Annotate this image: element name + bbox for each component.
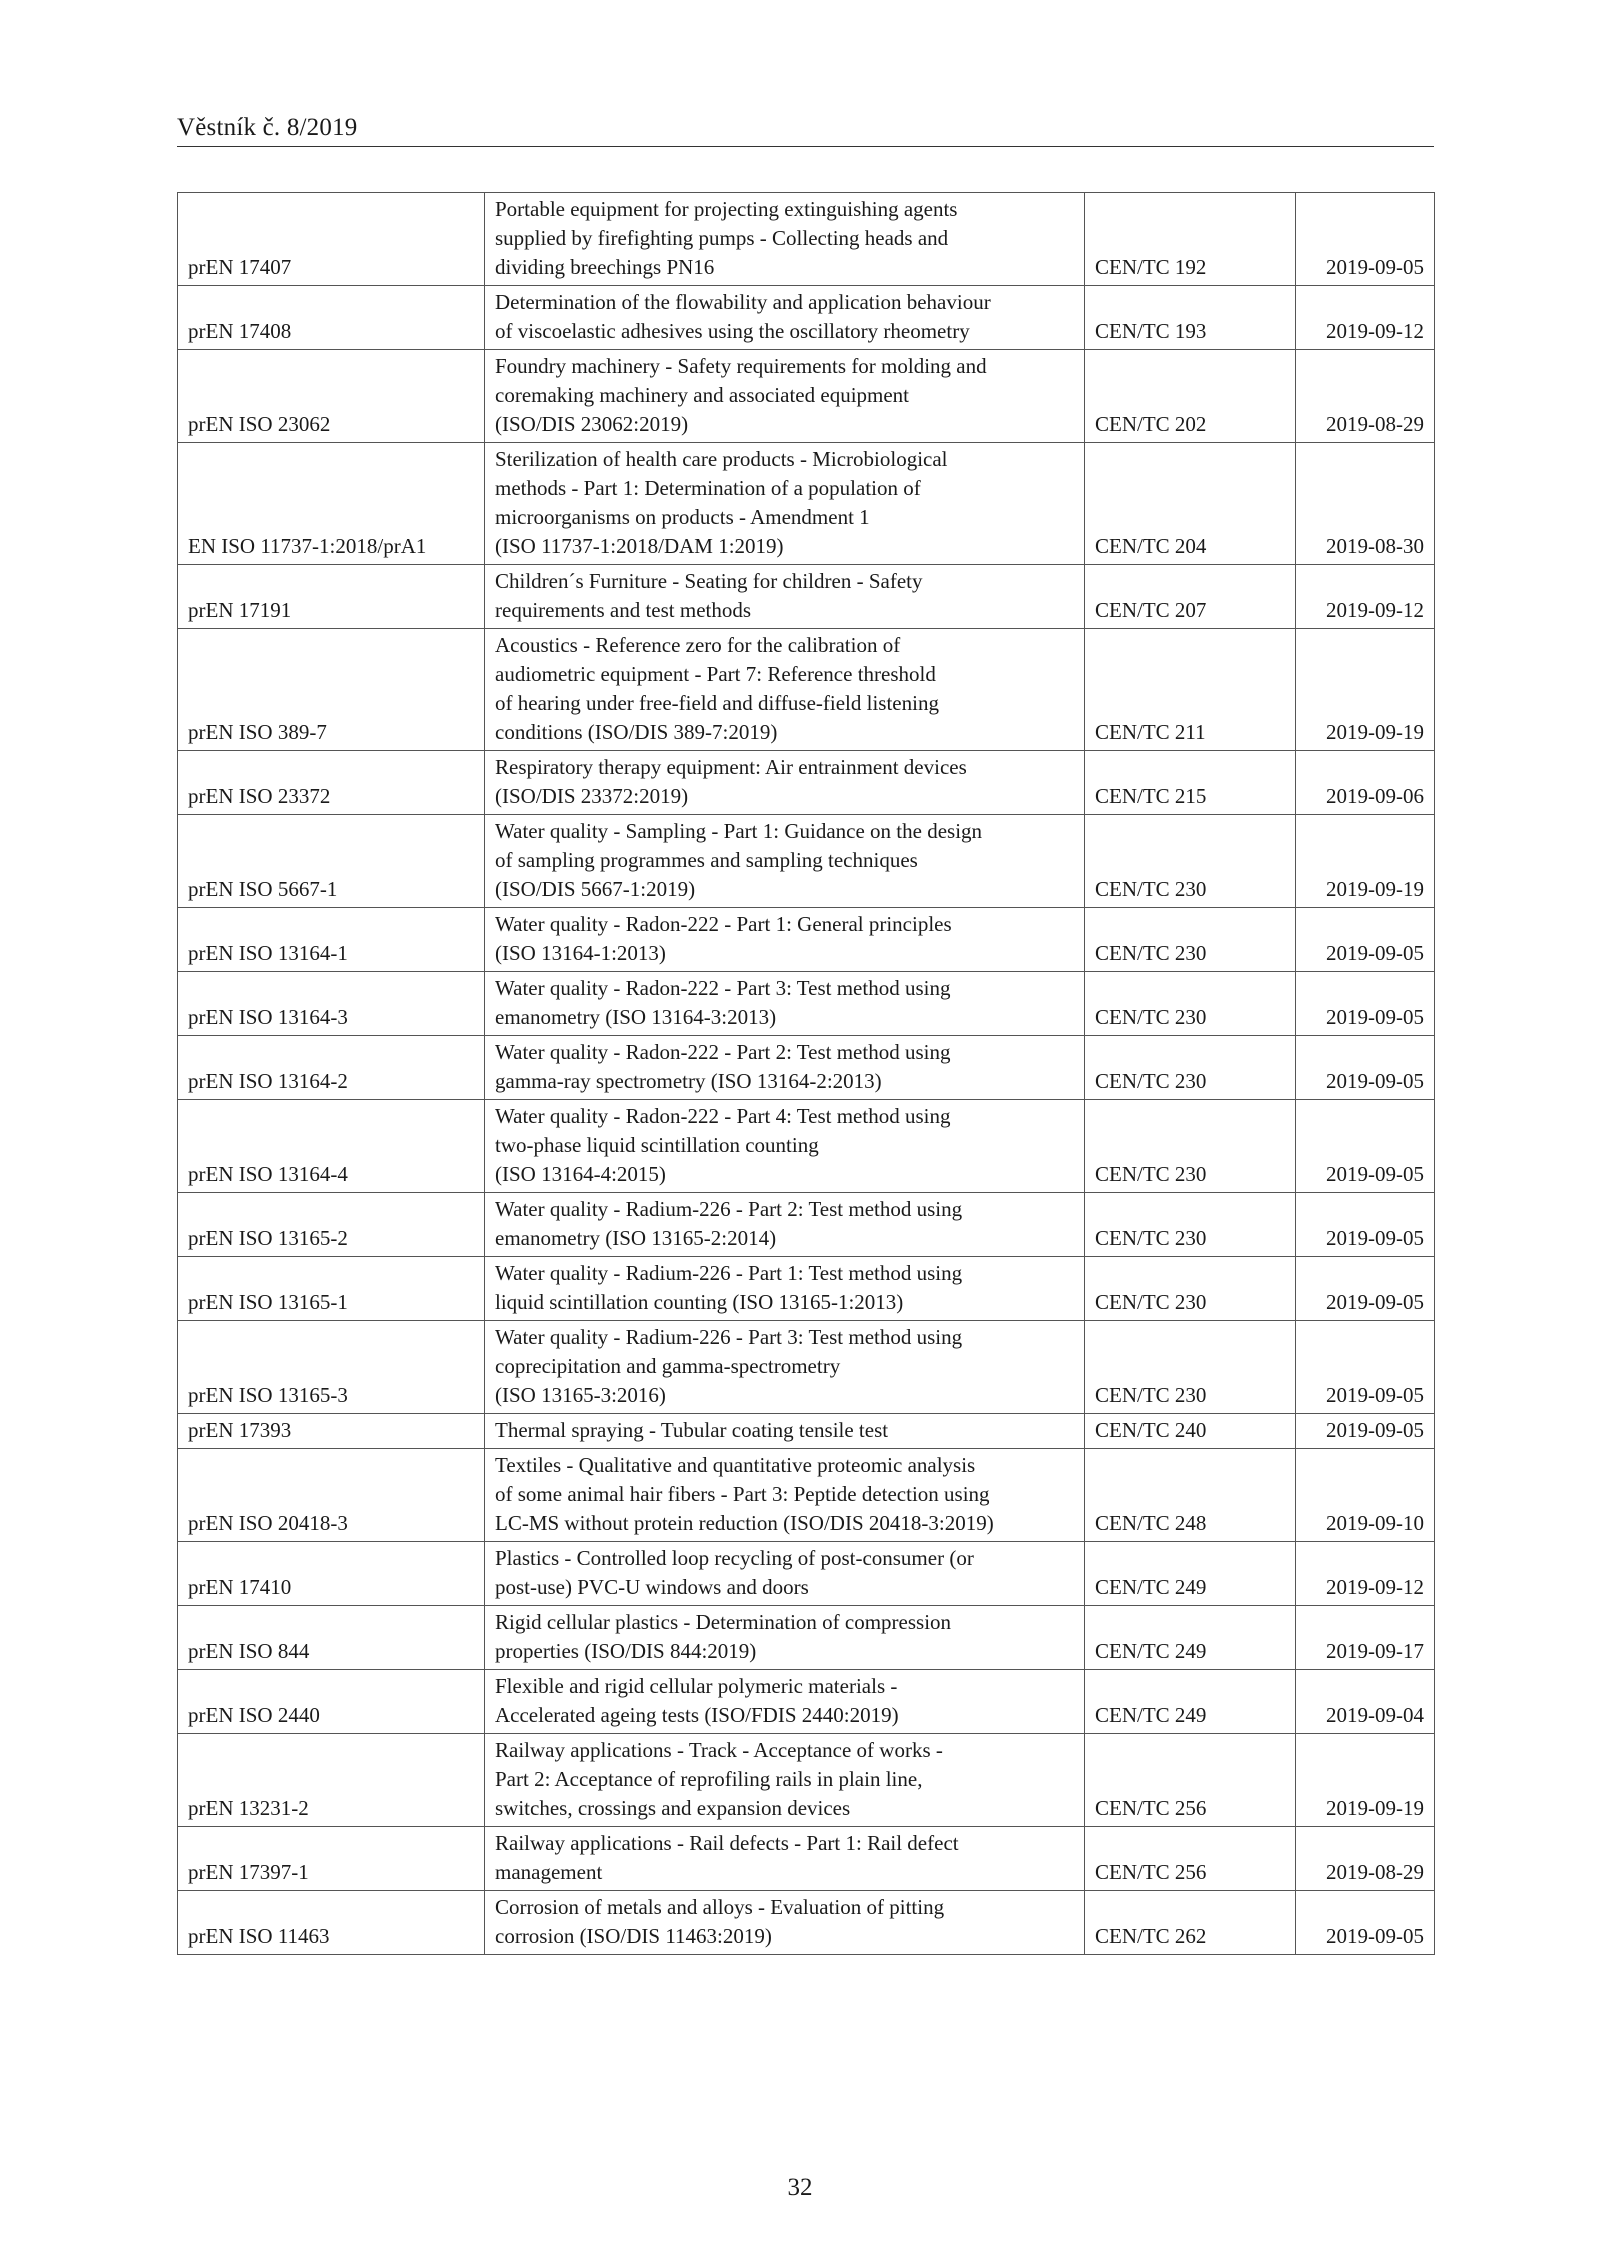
technical-committee-cell [1085,1100,1296,1193]
standard-code-cell [178,629,485,751]
deadline-date-text: 2019-09-06 [1326,784,1424,808]
standard-code-text: prEN ISO 23062 [188,412,331,436]
technical-committee-cell [1085,1542,1296,1606]
technical-committee-text: CEN/TC 230 [1095,1383,1207,1407]
deadline-date-text: 2019-09-05 [1326,1924,1424,1948]
technical-committee-cell [1085,1321,1296,1414]
table-row [178,286,1435,350]
standard-code-text: prEN 17397-1 [188,1860,309,1884]
deadline-date-text: 2019-09-19 [1326,877,1424,901]
standard-code-text: prEN ISO 389-7 [188,720,327,744]
standard-title-text: Flexible and rigid cellular polymeric materials - Accelerated ageing tests (ISO/FDIS 2440:2019) [495,1674,899,1727]
table-row [178,350,1435,443]
deadline-date-cell [1296,286,1435,350]
standard-code-cell [178,1321,485,1414]
standard-title-text: Railway applications - Track - Acceptance of works - Part 2: Acceptance of reprofiling rails in plain line, switches, crossings and expansion devices [495,1738,943,1820]
deadline-date-text: 2019-09-04 [1326,1703,1424,1727]
standard-code-text: prEN ISO 13164-4 [188,1162,348,1186]
standard-code-cell [178,1542,485,1606]
table-row [178,972,1435,1036]
table-row [178,1827,1435,1891]
standard-title-cell [485,286,1085,350]
technical-committee-text: CEN/TC 202 [1095,412,1207,436]
technical-committee-text: CEN/TC 215 [1095,784,1207,808]
standard-title-text: Plastics - Controlled loop recycling of post-consumer (or post-use) PVC-U windows and doors [495,1546,974,1599]
standard-title-cell [485,1100,1085,1193]
deadline-date-text: 2019-08-29 [1326,1860,1424,1884]
standard-code-text: prEN 17191 [188,598,292,622]
deadline-date-text: 2019-09-05 [1326,1418,1424,1442]
standard-code-cell [178,972,485,1036]
standard-title-text: Corrosion of metals and alloys - Evaluation of pitting corrosion (ISO/DIS 11463:2019) [495,1895,945,1948]
standard-code-cell [178,193,485,286]
table-row [178,1257,1435,1321]
technical-committee-cell [1085,1827,1296,1891]
standard-title-text: Rigid cellular plastics - Determination of compression properties (ISO/DIS 844:2019) [495,1610,952,1663]
table-row [178,1449,1435,1542]
table-row [178,1100,1435,1193]
standard-code-cell [178,1449,485,1542]
deadline-date-text: 2019-09-05 [1326,1383,1424,1407]
page-header [177,110,1434,147]
standard-code-cell [178,815,485,908]
technical-committee-cell [1085,350,1296,443]
standard-code-cell [178,1670,485,1734]
technical-committee-text: CEN/TC 249 [1095,1575,1207,1599]
standard-title-cell [485,751,1085,815]
standard-code-cell [178,1734,485,1827]
table-row [178,1670,1435,1734]
standard-code-text: prEN ISO 844 [188,1639,310,1663]
standard-code-text: prEN ISO 13164-1 [188,941,348,965]
technical-committee-text: CEN/TC 230 [1095,1162,1207,1186]
table-row [178,629,1435,751]
standard-title-cell [485,1734,1085,1827]
standard-title-cell [485,1606,1085,1670]
standard-code-cell [178,908,485,972]
deadline-date-cell [1296,629,1435,751]
standard-code-cell [178,751,485,815]
standard-code-cell [178,1036,485,1100]
deadline-date-text: 2019-09-12 [1326,1575,1424,1599]
technical-committee-cell [1085,286,1296,350]
deadline-date-cell [1296,1257,1435,1321]
deadline-date-cell [1296,972,1435,1036]
standard-title-cell [485,1414,1085,1449]
page-number: 32 [787,2174,813,2201]
standard-code-cell [178,350,485,443]
standard-title-cell [485,1036,1085,1100]
table-row [178,1414,1435,1449]
deadline-date-text: 2019-09-19 [1326,720,1424,744]
technical-committee-text: CEN/TC 249 [1095,1639,1207,1663]
standard-code-text: prEN 17407 [188,255,292,279]
deadline-date-text: 2019-09-05 [1326,1069,1424,1093]
technical-committee-text: CEN/TC 204 [1095,534,1207,558]
standard-code-text: prEN ISO 13164-3 [188,1005,348,1029]
technical-committee-text: CEN/TC 230 [1095,941,1207,965]
deadline-date-text: 2019-09-12 [1326,319,1424,343]
deadline-date-cell [1296,565,1435,629]
standard-code-cell [178,443,485,565]
standard-code-text: EN ISO 11737-1:2018/prA1 [188,534,427,558]
deadline-date-cell [1296,1449,1435,1542]
standard-code-text: prEN 17410 [188,1575,292,1599]
deadline-date-text: 2019-09-19 [1326,1796,1424,1820]
standard-title-text: Water quality - Radon-222 - Part 1: General principles (ISO 13164-1:2013) [495,912,952,965]
standard-code-text: prEN ISO 13165-2 [188,1226,348,1250]
technical-committee-text: CEN/TC 256 [1095,1796,1207,1820]
deadline-date-cell [1296,1321,1435,1414]
standard-title-cell [485,1542,1085,1606]
technical-committee-cell [1085,1036,1296,1100]
deadline-date-cell [1296,1827,1435,1891]
deadline-date-text: 2019-09-17 [1326,1639,1424,1663]
deadline-date-text: 2019-09-05 [1326,1162,1424,1186]
standard-title-cell [485,1670,1085,1734]
table-row [178,1193,1435,1257]
deadline-date-cell [1296,1193,1435,1257]
standard-title-cell [485,443,1085,565]
technical-committee-cell [1085,629,1296,751]
deadline-date-cell [1296,1734,1435,1827]
standard-code-cell [178,1827,485,1891]
table-row [178,1542,1435,1606]
table-row [178,751,1435,815]
technical-committee-cell [1085,565,1296,629]
standard-title-text: Children´s Furniture - Seating for children - Safety requirements and test methods [495,569,923,622]
standard-title-text: Water quality - Radium-226 - Part 2: Test method using emanometry (ISO 13165-2:2014) [495,1197,963,1250]
standard-code-cell [178,1257,485,1321]
technical-committee-text: CEN/TC 240 [1095,1418,1207,1442]
technical-committee-cell [1085,908,1296,972]
standard-title-cell [485,350,1085,443]
standard-title-text: Acoustics - Reference zero for the calibration of audiometric equipment - Part 7: Reference threshold of hearing under free-field and diffuse-field listening conditions (ISO/DIS 389-7:2019) [495,633,939,744]
deadline-date-cell [1296,1670,1435,1734]
standard-title-text: Foundry machinery - Safety requirements for molding and coremaking machinery and associated equipment (ISO/DIS 23062:2019) [495,354,987,436]
standard-title-cell [485,1891,1085,1955]
standard-title-text: Textiles - Qualitative and quantitative proteomic analysis of some animal hair fibers - Part 3: Peptide detection using LC-MS without protein reduction (ISO/DIS 20418-3:2019) [495,1453,994,1535]
standard-code-text: prEN ISO 23372 [188,784,331,808]
deadline-date-text: 2019-08-29 [1326,412,1424,436]
technical-committee-text: CEN/TC 230 [1095,877,1207,901]
deadline-date-text: 2019-09-05 [1326,1005,1424,1029]
standard-code-cell [178,1100,485,1193]
standard-title-text: Water quality - Radon-222 - Part 4: Test method using two-phase liquid scintillation counting (ISO 13164-4:2015) [495,1104,951,1186]
standard-title-cell [485,1321,1085,1414]
standard-code-cell [178,1414,485,1449]
table-row [178,1891,1435,1955]
deadline-date-text: 2019-09-05 [1326,941,1424,965]
technical-committee-text: CEN/TC 230 [1095,1226,1207,1250]
technical-committee-text: CEN/TC 248 [1095,1511,1207,1535]
standard-code-text: prEN ISO 2440 [188,1703,320,1727]
technical-committee-cell [1085,1734,1296,1827]
technical-committee-cell [1085,815,1296,908]
deadline-date-cell [1296,1036,1435,1100]
standard-title-cell [485,1257,1085,1321]
standard-code-cell [178,286,485,350]
standard-code-cell [178,565,485,629]
standard-title-text: Respiratory therapy equipment: Air entrainment devices (ISO/DIS 23372:2019) [495,755,967,808]
standard-title-text: Water quality - Sampling - Part 1: Guidance on the design of sampling programmes and sampling techniques (ISO/DIS 5667-1:2019) [495,819,983,901]
deadline-date-text: 2019-09-05 [1326,255,1424,279]
deadline-date-text: 2019-09-12 [1326,598,1424,622]
standard-title-cell [485,1827,1085,1891]
standard-code-cell [178,1606,485,1670]
technical-committee-text: CEN/TC 249 [1095,1703,1207,1727]
technical-committee-cell [1085,193,1296,286]
standard-title-text: Sterilization of health care products - Microbiological methods - Part 1: Determination of a population of microorganisms on products - Amendment 1 (ISO 11737-1:2018/DAM 1:2019) [495,447,948,558]
standard-title-cell [485,815,1085,908]
standards-table-body [178,193,1435,1955]
standard-code-cell [178,1891,485,1955]
standard-code-text: prEN ISO 13164-2 [188,1069,348,1093]
standard-title-cell [485,193,1085,286]
deadline-date-cell [1296,1891,1435,1955]
technical-committee-text: CEN/TC 211 [1095,720,1206,744]
table-row [178,193,1435,286]
technical-committee-text: CEN/TC 230 [1095,1069,1207,1093]
standard-title-text: Water quality - Radium-226 - Part 3: Test method using coprecipitation and gamma-spectrometry (ISO 13165-3:2016) [495,1325,963,1407]
standard-code-text: prEN ISO 5667-1 [188,877,338,901]
standard-title-cell [485,1449,1085,1542]
technical-committee-cell [1085,1670,1296,1734]
technical-committee-cell [1085,1414,1296,1449]
standard-title-cell [485,1193,1085,1257]
table-row [178,443,1435,565]
standard-title-text: Determination of the flowability and application behaviour of viscoelastic adhesives using the oscillatory rheometry [495,290,991,343]
deadline-date-cell [1296,1606,1435,1670]
standards-table [177,192,1435,1955]
technical-committee-text: CEN/TC 193 [1095,319,1207,343]
table-row [178,1606,1435,1670]
standard-title-cell [485,629,1085,751]
table-row [178,1734,1435,1827]
deadline-date-cell [1296,350,1435,443]
technical-committee-cell [1085,1606,1296,1670]
standard-code-text: prEN 13231-2 [188,1796,309,1820]
standard-title-text: Water quality - Radon-222 - Part 3: Test method using emanometry (ISO 13164-3:2013) [495,976,951,1029]
technical-committee-text: CEN/TC 230 [1095,1290,1207,1314]
standard-title-text: Thermal spraying - Tubular coating tensile test [495,1418,889,1442]
standard-code-text: prEN ISO 11463 [188,1924,330,1948]
standard-code-text: prEN ISO 20418-3 [188,1511,348,1535]
technical-committee-cell [1085,443,1296,565]
technical-committee-cell [1085,972,1296,1036]
deadline-date-text: 2019-08-30 [1326,534,1424,558]
standard-code-text: prEN 17408 [188,319,292,343]
technical-committee-text: CEN/TC 192 [1095,255,1207,279]
deadline-date-text: 2019-09-05 [1326,1290,1424,1314]
technical-committee-cell [1085,1891,1296,1955]
standard-title-text: Water quality - Radium-226 - Part 1: Test method using liquid scintillation counting (ISO 13165-1:2013) [495,1261,963,1314]
deadline-date-text: 2019-09-10 [1326,1511,1424,1535]
standard-title-text: Railway applications - Rail defects - Part 1: Rail defect management [495,1831,959,1884]
deadline-date-cell [1296,751,1435,815]
technical-committee-cell [1085,751,1296,815]
standard-title-text: Water quality - Radon-222 - Part 2: Test method using gamma-ray spectrometry (ISO 13164-2:2013) [495,1040,951,1093]
standard-code-text: prEN ISO 13165-1 [188,1290,348,1314]
deadline-date-text: 2019-09-05 [1326,1226,1424,1250]
table-row [178,1036,1435,1100]
technical-committee-cell [1085,1449,1296,1542]
standard-code-text: prEN 17393 [188,1418,292,1442]
page-header-title: Věstník č. 8/2019 [177,114,358,141]
deadline-date-cell [1296,815,1435,908]
table-row [178,815,1435,908]
deadline-date-cell [1296,1100,1435,1193]
table-row [178,908,1435,972]
standard-code-cell [178,1193,485,1257]
technical-committee-text: CEN/TC 230 [1095,1005,1207,1029]
table-row [178,565,1435,629]
technical-committee-cell [1085,1193,1296,1257]
deadline-date-cell [1296,1542,1435,1606]
standard-title-cell [485,972,1085,1036]
technical-committee-text: CEN/TC 256 [1095,1860,1207,1884]
standard-title-cell [485,565,1085,629]
technical-committee-cell [1085,1257,1296,1321]
deadline-date-cell [1296,443,1435,565]
technical-committee-text: CEN/TC 207 [1095,598,1207,622]
standard-code-text: prEN ISO 13165-3 [188,1383,348,1407]
deadline-date-cell [1296,908,1435,972]
standard-title-text: Portable equipment for projecting extinguishing agents supplied by firefighting pumps - Collecting heads and dividing breechings PN16 [495,197,958,279]
technical-committee-text: CEN/TC 262 [1095,1924,1207,1948]
table-row [178,1321,1435,1414]
deadline-date-cell [1296,1414,1435,1449]
deadline-date-cell [1296,193,1435,286]
standard-title-cell [485,908,1085,972]
